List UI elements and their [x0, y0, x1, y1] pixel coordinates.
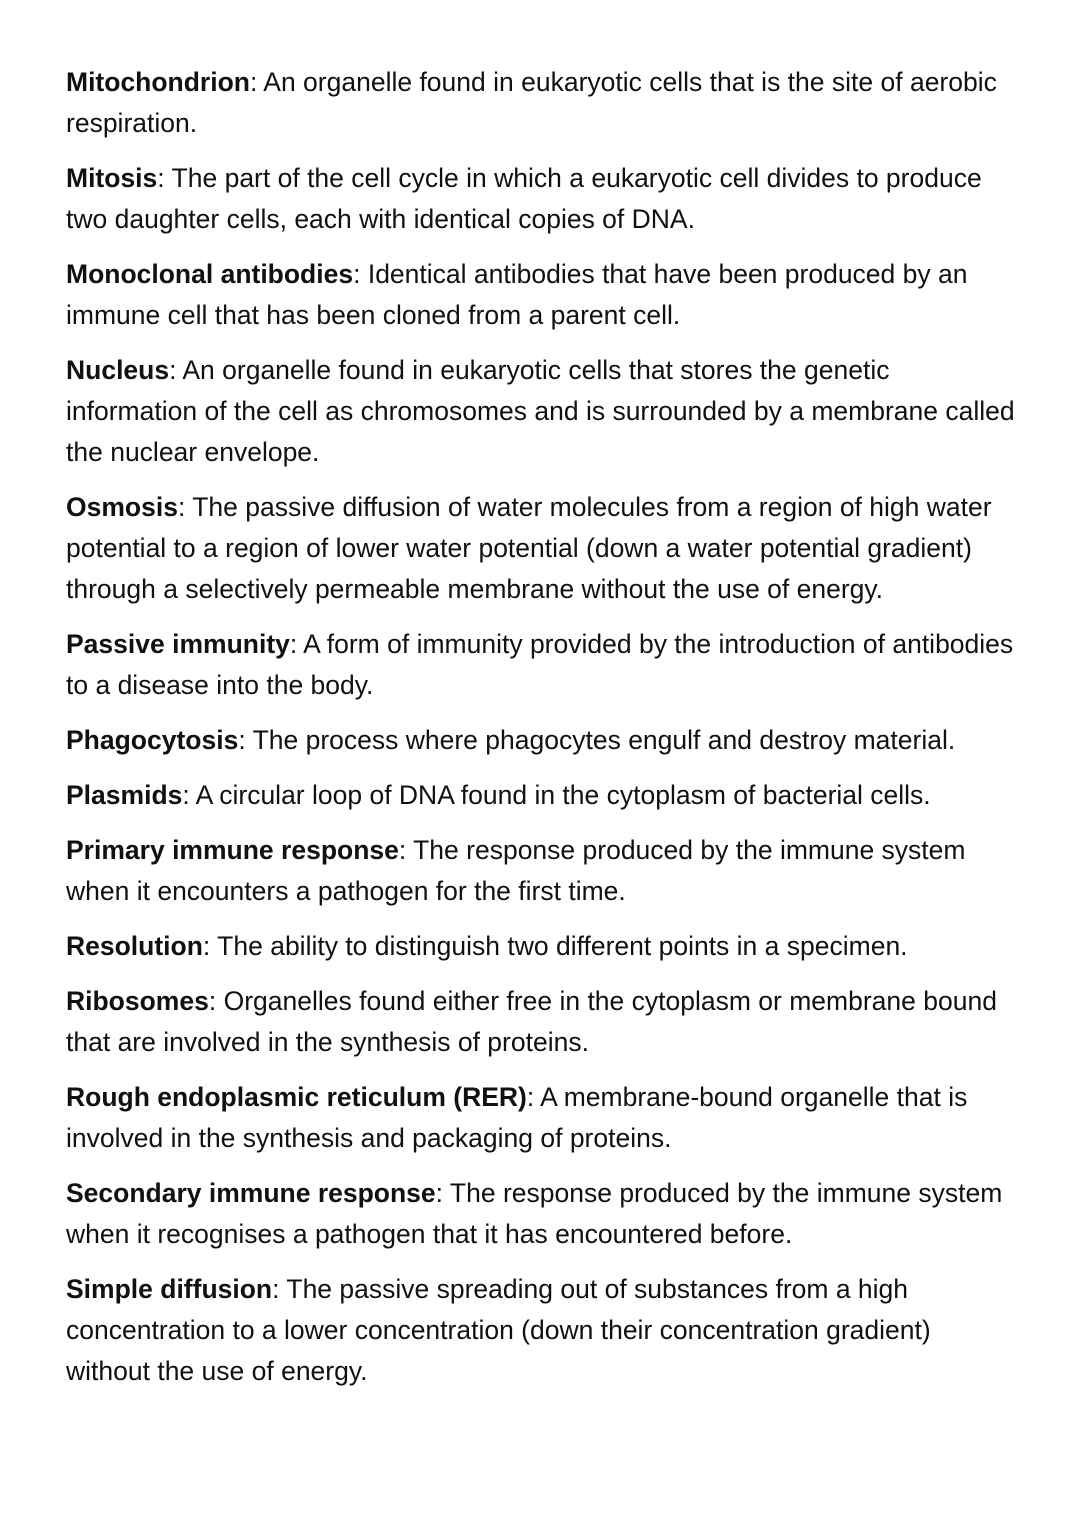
glossary-definition: The passive diffusion of water molecules from a region of high water potential to a region of lower water potential (down a water potential gradient) through a selectively permeable membrane without the use of energy.: [66, 492, 992, 604]
glossary-page: [66, 62, 1016, 1406]
glossary-separator: :: [289, 629, 298, 659]
glossary-term: Resolution: [66, 931, 203, 961]
glossary-separator: :: [157, 163, 165, 193]
glossary-separator: :: [238, 725, 246, 755]
glossary-definition: The part of the cell cycle in which a eukaryotic cell divides to produce two daughter cells, each with identical copies of DNA.: [66, 163, 982, 234]
glossary-separator: :: [208, 986, 217, 1016]
glossary-definition: The ability to distinguish two different points in a specimen.: [210, 931, 908, 961]
glossary-definition: The response produced by the immune system when it recognises a pathogen that it has encountered before.: [66, 1178, 1003, 1249]
glossary-definition: The process where phagocytes engulf and destroy material.: [245, 725, 956, 755]
glossary-separator: :: [398, 835, 407, 865]
glossary-term: Simple diffusion: [66, 1274, 273, 1304]
glossary-definition: The passive spreading out of substances from a high concentration to a lower concentration (down their concentration gradient) without the use of energy.: [66, 1274, 931, 1386]
glossary-entry-mitosis: [66, 158, 1016, 240]
glossary-definition: An organelle found in eukaryotic cells that is the site of aerobic respiration.: [66, 67, 997, 138]
glossary-term: Mitosis: [66, 163, 158, 193]
glossary-definition: Organelles found either free in the cytoplasm or membrane bound that are involved in the synthesis of proteins.: [66, 986, 997, 1057]
glossary-entry-phagocytosis: [66, 720, 1016, 761]
glossary-entry-rough-endoplasmic-reticulum: [66, 1077, 1016, 1159]
glossary-separator: :: [250, 67, 258, 97]
glossary-term: Rough endoplasmic reticulum (RER): [66, 1082, 527, 1112]
glossary-definition: A form of immunity provided by the introduction of antibodies to a disease into the body.: [66, 629, 1014, 700]
glossary-separator: :: [435, 1178, 444, 1208]
glossary-separator: :: [169, 355, 177, 385]
glossary-entry-osmosis: [66, 487, 1016, 610]
glossary-entry-monoclonal-antibodies: [66, 254, 1016, 336]
glossary-entry-secondary-immune-response: [66, 1173, 1016, 1255]
glossary-term: Primary immune response: [66, 835, 399, 865]
glossary-term: Passive immunity: [66, 629, 290, 659]
glossary-term: Nucleus: [66, 355, 170, 385]
glossary-entry-passive-immunity: [66, 624, 1016, 706]
glossary-definition: A membrane-bound organelle that is involved in the synthesis and packaging of proteins.: [66, 1082, 968, 1153]
glossary-entry-primary-immune-response: [66, 830, 1016, 912]
glossary-separator: :: [182, 780, 190, 810]
glossary-term: Secondary immune response: [66, 1178, 436, 1208]
glossary-term: Monoclonal antibodies: [66, 259, 354, 289]
glossary-definition: The response produced by the immune system when it encounters a pathogen for the first time.: [66, 835, 966, 906]
glossary-definition: An organelle found in eukaryotic cells that stores the genetic information of the cell as chromosomes and is surrounded by a membrane called the nuclear envelope.: [66, 355, 1015, 467]
glossary-separator: :: [272, 1274, 280, 1304]
glossary-definition: A circular loop of DNA found in the cytoplasm of bacterial cells.: [189, 780, 931, 810]
glossary-entry-plasmids: [66, 775, 1016, 816]
glossary-separator: :: [353, 259, 361, 289]
glossary-separator: :: [177, 492, 186, 522]
glossary-definition: Identical antibodies that have been produced by an immune cell that has been cloned from a parent cell.: [66, 259, 968, 330]
glossary-entry-resolution: [66, 926, 1016, 967]
glossary-term: Mitochondrion: [66, 67, 250, 97]
glossary-entry-simple-diffusion: [66, 1269, 1016, 1392]
glossary-term: Osmosis: [66, 492, 178, 522]
glossary-separator: :: [526, 1082, 535, 1112]
glossary-entry-ribosomes: [66, 981, 1016, 1063]
glossary-separator: :: [202, 931, 211, 961]
glossary-term: Phagocytosis: [66, 725, 239, 755]
glossary-entry-mitochondrion: [66, 62, 1016, 144]
glossary-term: Ribosomes: [66, 986, 209, 1016]
glossary-entry-nucleus: [66, 350, 1016, 473]
glossary-term: Plasmids: [66, 780, 183, 810]
